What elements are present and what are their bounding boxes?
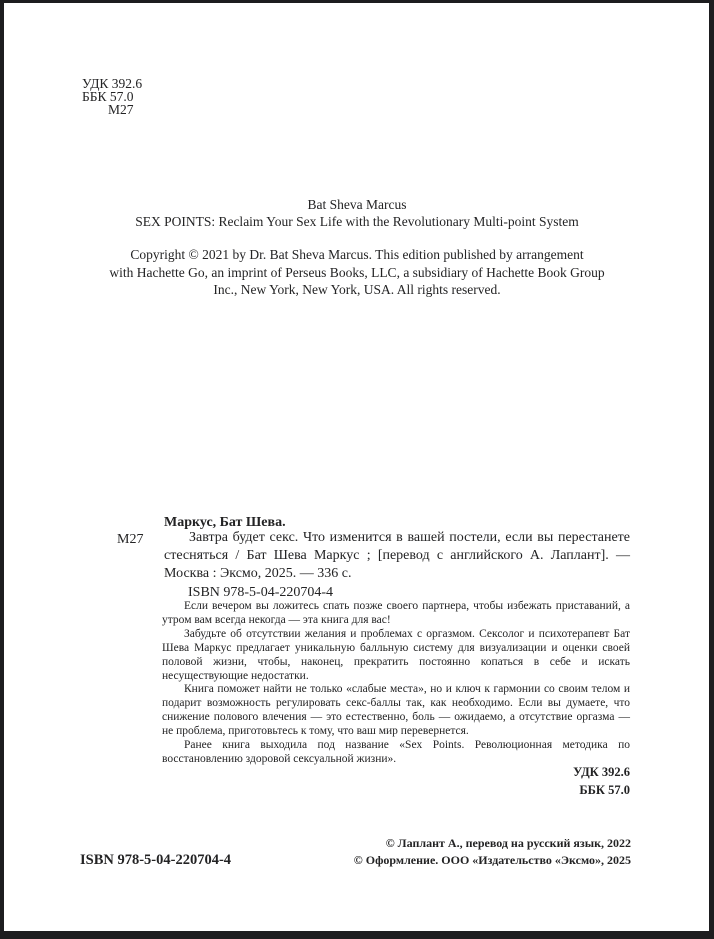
original-title: SEX POINTS: Reclaim Your Sex Life with the Revolutionary Multi-point System [135, 213, 579, 229]
annotation-paragraph: Книга поможет найти не только «слабые места», но и ключ к гармонии со своим телом и подарит возможность регулировать секс-баллы так, как необходимо. Если вы думаете, что снижение полового влечения — это естественно, боль — ожидаемо, а отсутствие оргазма — не проблема, приготовьтесь к тому, что ваш мир перевернется. [162, 683, 630, 738]
original-copyright-notice [0, 246, 714, 299]
classification-codes-top [82, 77, 142, 116]
annotation-paragraph: Ранее книга выходила под название «Sex Points. Революционная методика по восстановлению здоровой сексуальной жизни». [162, 739, 630, 765]
bbk-code: ББК 57.0 [82, 89, 134, 104]
udk-code: УДК 392.6 [82, 76, 143, 91]
copyright-line: Copyright © 2021 by Dr. Bat Sheva Marcus. This edition published by arrangement [130, 247, 584, 262]
bbk-code: ББК 57.0 [579, 782, 630, 797]
catalog-author-heading: Маркус, Бат Шева. [164, 515, 286, 530]
original-edition-block [0, 197, 714, 230]
page-edge-top [0, 0, 714, 3]
page-edge-bottom [0, 931, 714, 939]
annotation-block [162, 600, 630, 767]
original-author: Bat Sheva Marcus [307, 197, 407, 212]
copyright-translation: © Лаплант А., перевод на русский язык, 2022 [385, 836, 631, 850]
catalog-description: Завтра будет секс. Что изменится в вашей постели, если вы перестанете стесняться / Бат Шева Маркус ; [перевод с английского А. Лаплант]. — Москва : Эксмо, 2025. — 336 с. [164, 530, 630, 581]
copyright-line: Inc., New York, New York, USA. All rights reserved. [213, 282, 501, 297]
copyright-line: with Hachette Go, an imprint of Perseus Books, LLC, a subsidiary of Hachette Book Group [109, 264, 605, 280]
page-edge-left [0, 0, 4, 939]
author-sign: М27 [108, 102, 134, 117]
classification-codes-bottom [390, 764, 630, 799]
footer-copyrights [191, 835, 631, 868]
annotation-paragraph: Если вечером вы ложитесь спать позже своего партнера, чтобы избежать приставаний, а утром вам всегда некогда — эта книга для вас! [162, 600, 630, 626]
page-edge-right [709, 0, 714, 939]
copyright-design: © Оформление. ООО «Издательство «Эксмо», 2025 [353, 852, 631, 867]
annotation-paragraph: Забудьте об отсутствии желания и проблемах с оргазмом. Сексолог и психотерапевт Бат Шева Маркус предлагает уникальную балльную систему для визуализации и оценки своей половой жизни, чтобы, наконец, прекратить постоянно копаться в себе и искать несуществующие недостатки. [162, 627, 630, 682]
catalog-author-sign: М27 [117, 532, 144, 547]
udk-code: УДК 392.6 [573, 765, 630, 779]
footer-isbn: ISBN 978-5-04-220704-4 [80, 852, 232, 868]
catalog-isbn: ISBN 978-5-04-220704-4 [188, 585, 334, 600]
